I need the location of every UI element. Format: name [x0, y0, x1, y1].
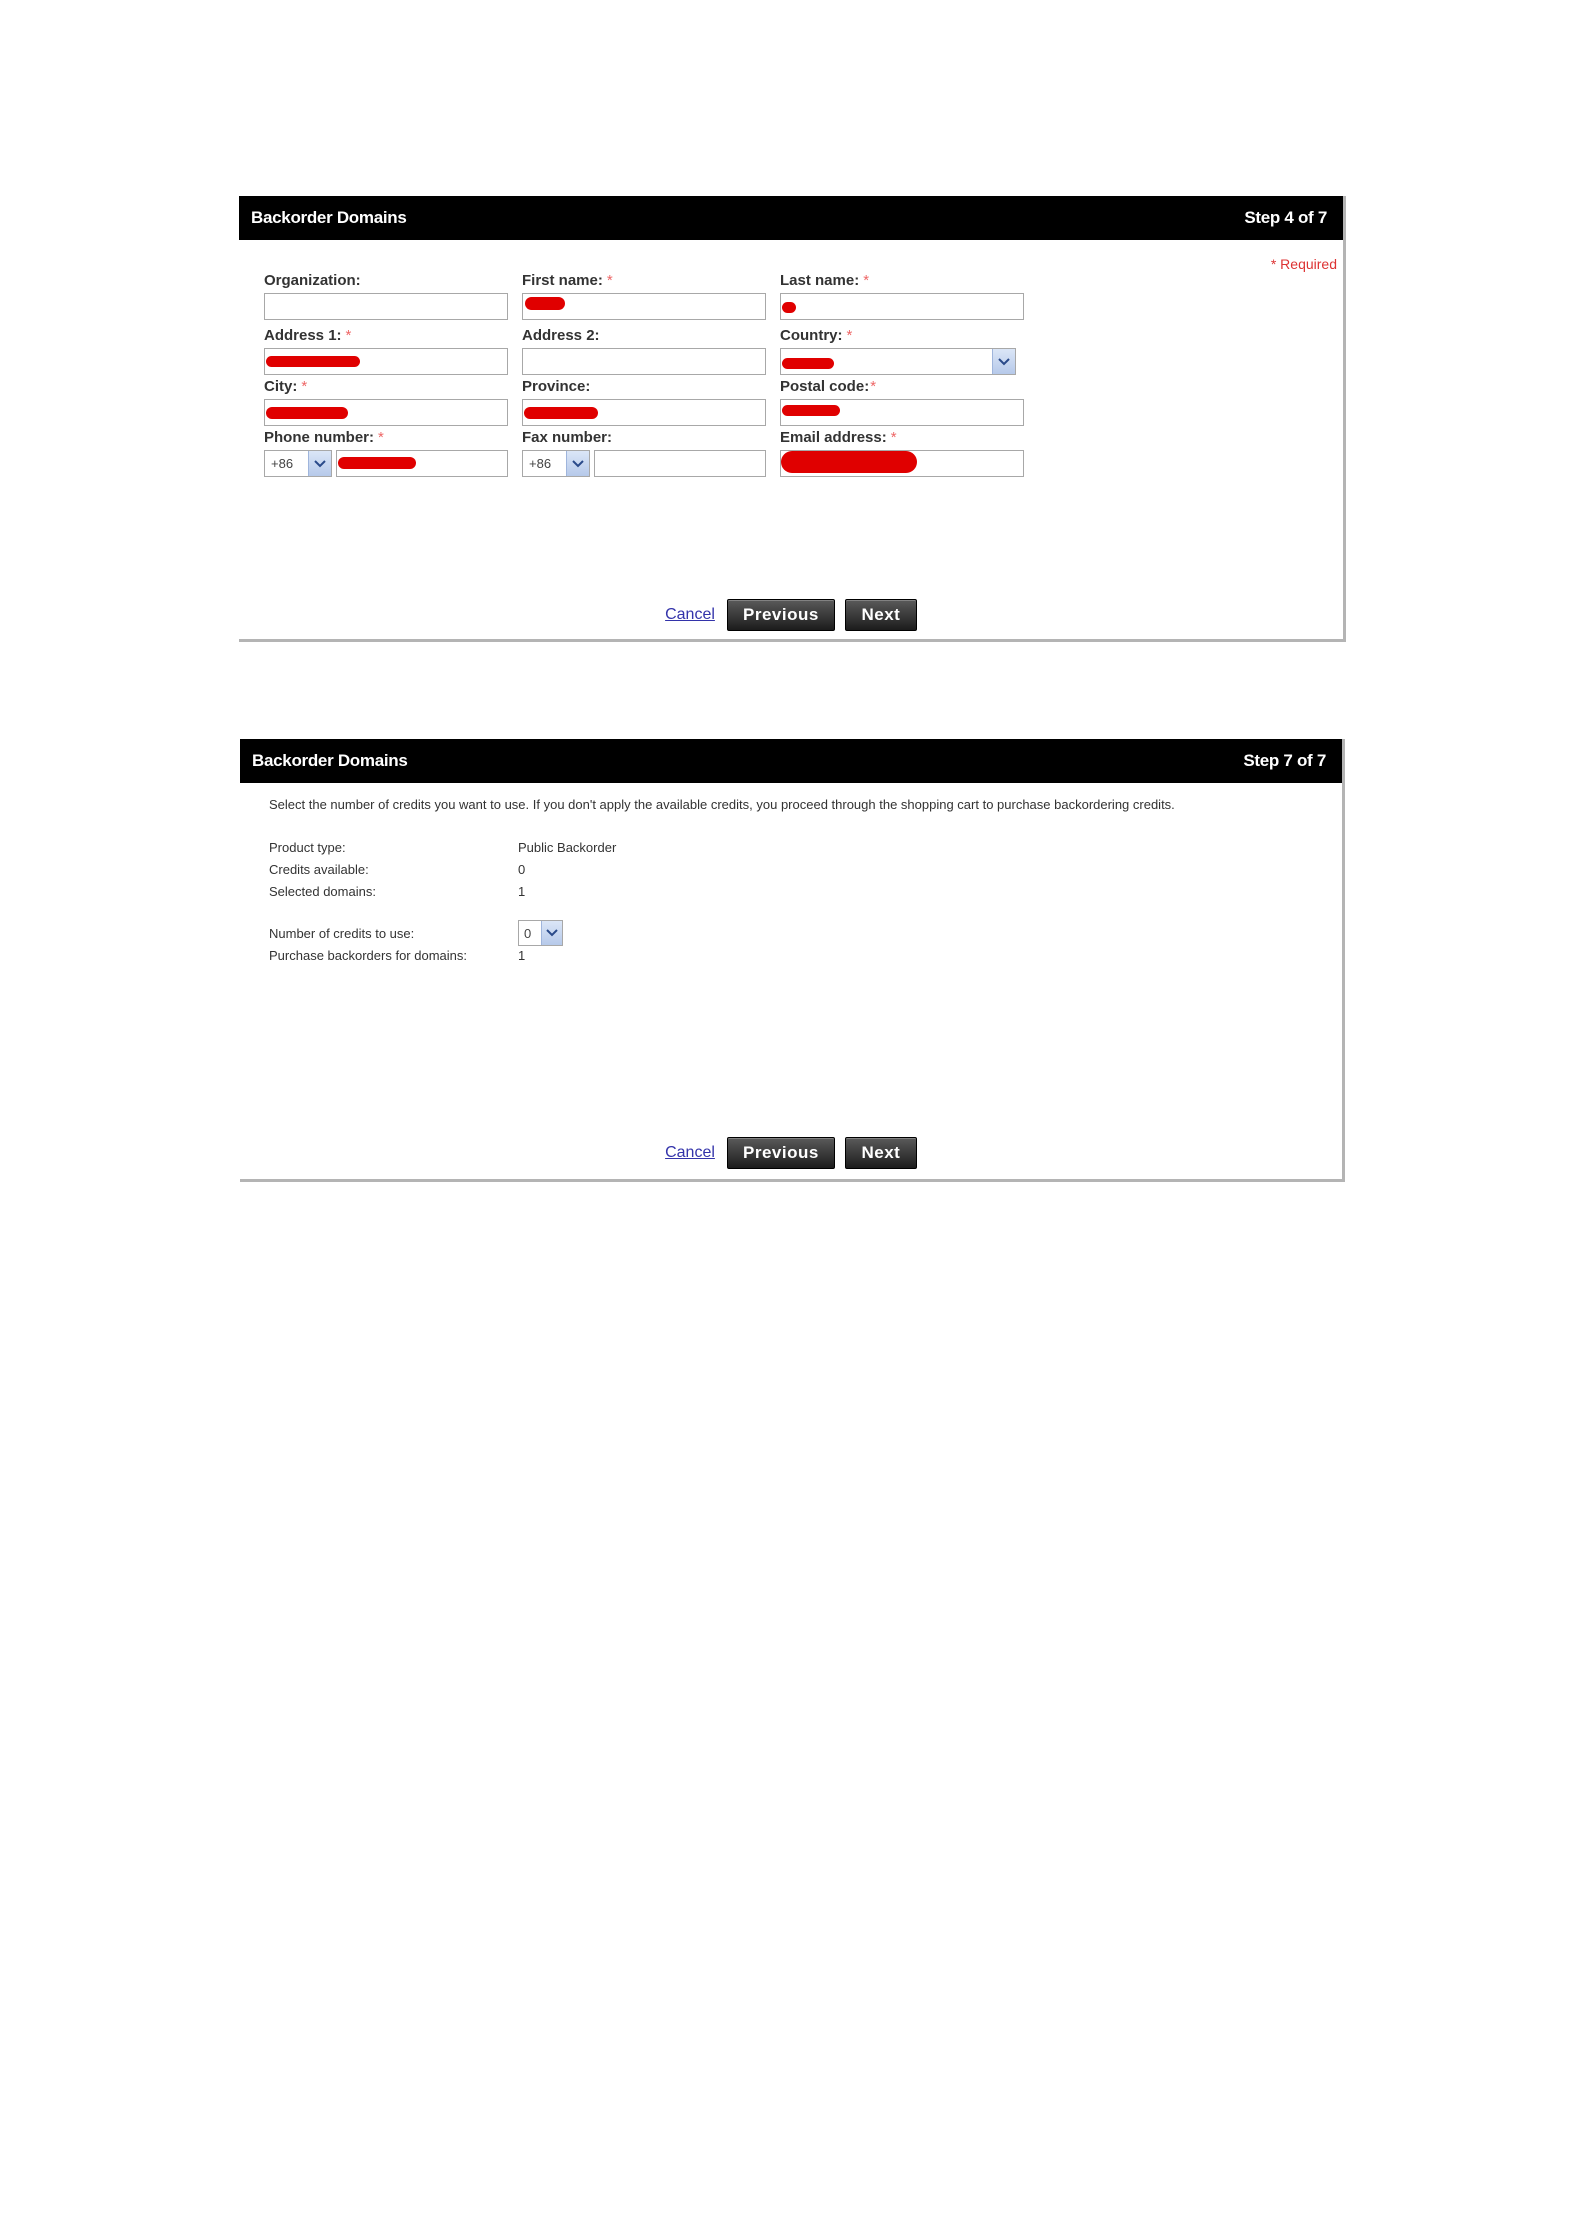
credits-to-use-row: [269, 922, 616, 944]
country-select[interactable]: [780, 348, 1016, 375]
address2-input[interactable]: [522, 348, 766, 375]
city-label: City: *: [264, 378, 308, 395]
organization-label: Organization:: [264, 272, 361, 289]
required-star: *: [606, 272, 613, 289]
chevron-down-icon[interactable]: [541, 921, 562, 945]
redaction-mark: [782, 405, 840, 416]
redaction-mark: [266, 356, 360, 367]
step-indicator: Step 7 of 7: [1243, 751, 1326, 770]
chevron-down-icon[interactable]: [992, 349, 1015, 374]
purchase-backorders-label: Purchase backorders for domains:: [269, 947, 467, 963]
required-star: *: [345, 327, 352, 344]
phone-code-value: +86: [271, 456, 294, 471]
product-type-label: Product type:: [269, 839, 346, 855]
address1-label: Address 1: *: [264, 327, 352, 344]
city-input[interactable]: [264, 399, 508, 426]
email-input[interactable]: [780, 450, 1024, 477]
last-name-input[interactable]: [780, 293, 1024, 320]
postal-code-input[interactable]: [780, 399, 1024, 426]
email-label: Email address: *: [780, 429, 897, 446]
redaction-mark: [524, 407, 598, 419]
credits-available-row: [269, 858, 616, 880]
intro-text: Select the number of credits you want to use. If you don't apply the available credits, you proceed through the shopping cart to purchase backordering credits.: [269, 797, 1175, 812]
wizard-buttons: [239, 599, 1343, 631]
selected-domains-value: 1: [518, 883, 526, 899]
cancel-link[interactable]: Cancel: [665, 606, 715, 623]
phone-field: [264, 428, 508, 477]
last-name-label: Last name: *: [780, 272, 870, 289]
wizard-buttons: [240, 1137, 1342, 1169]
fax-number-input[interactable]: [594, 450, 766, 477]
panel-header: [240, 739, 1342, 783]
required-star: *: [301, 378, 308, 395]
redaction-mark: [781, 451, 917, 473]
purchase-backorders-value: 1: [518, 947, 526, 963]
step7-panel: [240, 739, 1345, 1182]
address1-input[interactable]: [264, 348, 508, 375]
step-indicator: Step 4 of 7: [1244, 208, 1327, 227]
first-name-field: [522, 271, 766, 320]
next-button[interactable]: Next: [845, 1137, 917, 1169]
postal-code-label: Postal code:*: [780, 378, 877, 395]
phone-number-input[interactable]: [336, 450, 508, 477]
selected-domains-label: Selected domains:: [269, 883, 376, 899]
credits-to-use-label: Number of credits to use:: [269, 925, 415, 941]
fax-label: Fax number:: [522, 429, 613, 446]
province-input[interactable]: [522, 399, 766, 426]
purchase-backorders-row: [269, 944, 616, 966]
cancel-link[interactable]: Cancel: [665, 1144, 715, 1161]
organization-field: [264, 271, 508, 320]
selected-domains-row: [269, 880, 616, 902]
fax-code-value: +86: [529, 456, 552, 471]
chevron-down-icon[interactable]: [566, 451, 589, 476]
next-button[interactable]: Next: [845, 599, 917, 631]
redaction-mark: [525, 297, 565, 310]
phone-country-code-select[interactable]: [264, 450, 332, 477]
city-field: [264, 377, 508, 426]
required-note: * Required: [1270, 256, 1337, 272]
first-name-input[interactable]: [522, 293, 766, 320]
last-name-field: [780, 271, 1024, 320]
province-label: Province:: [522, 378, 591, 395]
panel-title: Backorder Domains: [251, 208, 407, 227]
first-name-label: First name: *: [522, 272, 613, 289]
required-star: *: [863, 272, 870, 289]
redaction-mark: [782, 302, 796, 313]
credits-available-value: 0: [518, 861, 526, 877]
required-star: *: [846, 327, 853, 344]
panel-header: [239, 196, 1343, 240]
credits-to-use-value: 0: [524, 926, 532, 941]
organization-input[interactable]: [264, 293, 508, 320]
previous-button[interactable]: Previous: [727, 599, 835, 631]
country-field: [780, 326, 1016, 375]
redaction-mark: [338, 457, 416, 469]
required-star: *: [890, 429, 897, 446]
credits-available-label: Credits available:: [269, 861, 369, 877]
redaction-mark: [782, 358, 834, 369]
address1-field: [264, 326, 508, 375]
step4-panel: [239, 196, 1346, 642]
address2-field: [522, 326, 766, 375]
province-field: [522, 377, 766, 426]
order-summary: [269, 836, 616, 966]
fax-field: [522, 428, 766, 477]
required-star: *: [378, 429, 384, 446]
credits-to-use-select[interactable]: [518, 920, 563, 946]
redaction-mark: [266, 407, 348, 419]
address2-label: Address 2:: [522, 327, 600, 344]
panel-title: Backorder Domains: [252, 751, 408, 770]
postal-code-field: [780, 377, 1024, 426]
chevron-down-icon[interactable]: [308, 451, 331, 476]
product-type-value: Public Backorder: [518, 839, 617, 855]
fax-country-code-select[interactable]: [522, 450, 590, 477]
country-label: Country: *: [780, 327, 853, 344]
previous-button[interactable]: Previous: [727, 1137, 835, 1169]
phone-label: Phone number: *: [264, 429, 384, 446]
required-star: *: [870, 378, 877, 395]
product-type-row: [269, 836, 616, 858]
email-field: [780, 428, 1024, 477]
